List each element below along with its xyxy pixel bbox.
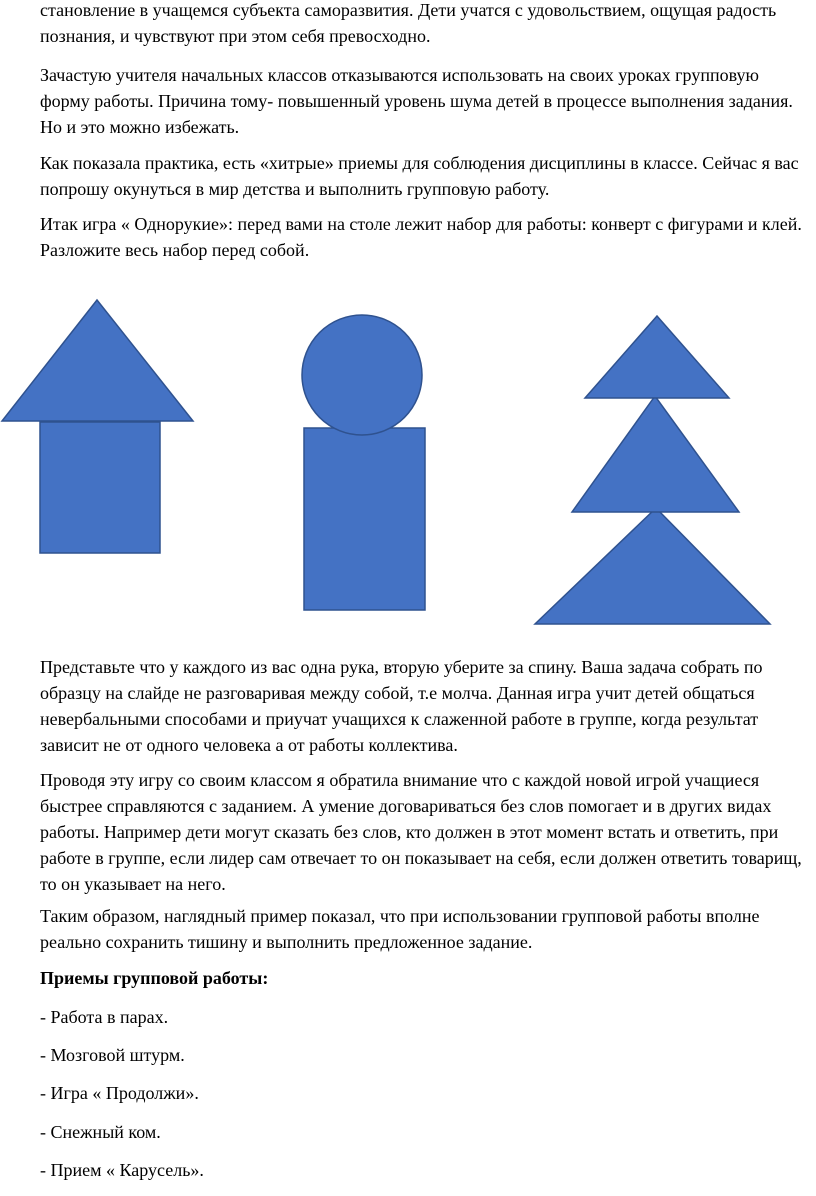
tree-top-triangle (585, 316, 729, 398)
person-head-circle (302, 315, 422, 435)
tree-bottom-triangle (535, 508, 770, 624)
paragraph: Как показала практика, есть «хитрые» приемы для соблюдения дисциплины в классе. Сейчас я вас попрошу окунуться в мир детства и выполнить групповую работу. (40, 153, 799, 199)
house-square (40, 422, 160, 553)
person-body-rectangle (304, 428, 425, 610)
shapes-illustration (0, 290, 816, 635)
list-item: - Игра « Продолжи». (40, 1083, 199, 1103)
list-item: - Мозговой штурм. (40, 1045, 185, 1065)
house-roof-triangle (2, 300, 193, 421)
list-item: - Снежный ком. (40, 1122, 161, 1142)
tree-middle-triangle (572, 396, 739, 512)
tree-figure (535, 316, 770, 624)
house-figure (2, 300, 193, 553)
paragraph: Таким образом, наглядный пример показал, что при использовании групповой работы вполне реально сохранить тишину и выполнить предложенное задание. (40, 906, 760, 952)
paragraph: Проводя эту игру со своим классом я обратила внимание что с каждой новой игрой учащиеся быстрее справляются с заданием. А умение договариваться без слов помогает и в других видах работы. Например дети могут сказать без слов, кто должен в этот момент встать и ответить, при работе в группе, если лидер сам отвечает то он показывает на себя, если должен ответить товарищ, то он указывает на него. (40, 770, 802, 894)
person-figure (302, 315, 425, 610)
section-heading: Приемы групповой работы: (40, 968, 269, 988)
paragraph: становление в учащемся субъекта саморазвития. Дети учатся с удовольствием, ощущая радость познания, и чувствуют при этом себя превосходно. (40, 0, 777, 46)
paragraph: Представьте что у каждого из вас одна рука, вторую уберите за спину. Ваша задача собрать по образцу на слайде не разговаривая между собой, т.е молча. Данная игра учит детей общаться невербальными способами и приучат учащихся к слаженной работе в группе, когда результат зависит не от одного человека а от работы коллектива. (40, 657, 763, 755)
list-item: - Прием « Карусель». (40, 1160, 204, 1180)
paragraph: Зачастую учителя начальных классов отказываются использовать на своих уроках групповую форму работы. Причина тому- повышенный уровень шума детей в процессе выполнения задания. Но и это можно избежать. (40, 65, 793, 137)
paragraph: Итак игра « Однорукие»: перед вами на столе лежит набор для работы: конверт с фигурами и клей. Разложите весь набор перед собой. (40, 214, 802, 260)
list-item: - Работа в парах. (40, 1007, 169, 1027)
